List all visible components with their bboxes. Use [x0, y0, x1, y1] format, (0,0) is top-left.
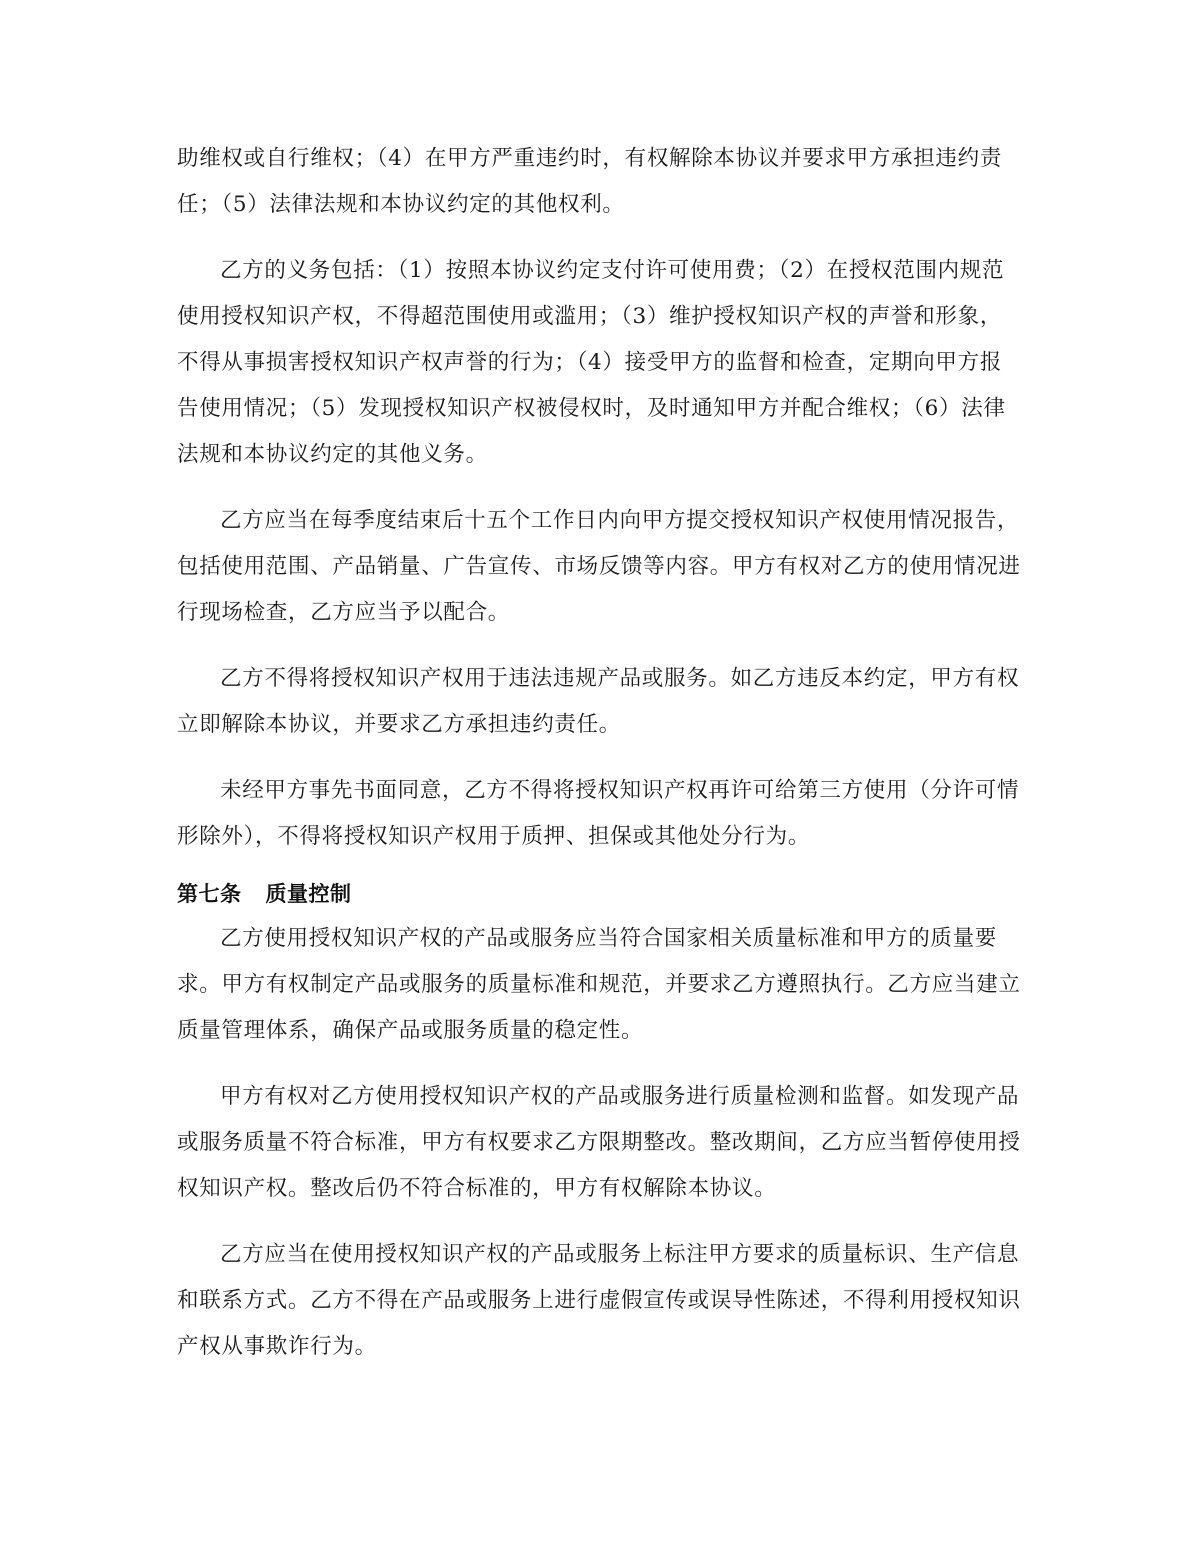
document-page	[177, 136, 1024, 1390]
paragraph-sublicense-restriction: 未经甲方事先书面同意，乙方不得将授权知识产权再许可给第三方使用（分许可情形除外），不得将授权知识产权用于质押、担保或其他处分行为。	[177, 778, 1020, 849]
paragraph-party-b-obligations: 乙方的义务包括：（1）按照本协议约定支付许可使用费；（2）在授权范围内规范使用授权知识产权，不得超范围使用或滥用；（3）维护授权知识产权的声誉和形象，不得从事损害授权知识产权声誉的行为；（4）接受甲方的监督和检查，定期向甲方报告使用情况；（5）发现授权知识产权被侵权时，及时通知甲方并配合维权；（6）法律法规和本协议约定的其他义务。	[177, 258, 1006, 467]
paragraph-quality-standard: 乙方使用授权知识产权的产品或服务应当符合国家相关质量标准和甲方的质量要求。甲方有权制定产品或服务的质量标准和规范，并要求乙方遵照执行。乙方应当建立质量管理体系，确保产品或服务质量的稳定性。	[177, 926, 1021, 1043]
section-heading	[177, 874, 1024, 914]
paragraph-quality-labeling: 乙方应当在使用授权知识产权的产品或服务上标注甲方要求的质量标识、生产信息和联系方式。乙方不得在产品或服务上进行虚假宣传或误导性陈述，不得利用授权知识产权从事欺诈行为。	[177, 1242, 1021, 1359]
section-number: 第七条	[177, 882, 242, 906]
paragraph-rights-continued: 助维权或自行维权；（4）在甲方严重违约时，有权解除本协议并要求甲方承担违约责任；（5）法律法规和本协议约定的其他权利。	[177, 146, 1003, 217]
paragraph-illegal-use: 乙方不得将授权知识产权用于违法违规产品或服务。如乙方违反本约定，甲方有权立即解除本协议，并要求乙方承担违约责任。	[177, 666, 1020, 737]
paragraph-quarterly-report: 乙方应当在每季度结束后十五个工作日内向甲方提交授权知识产权使用情况报告，包括使用范围、产品销量、广告宣传、市场反馈等内容。甲方有权对乙方的使用情况进行现场检查，乙方应当予以配合。	[177, 508, 1021, 625]
section-title: 质量控制	[265, 882, 352, 906]
paragraph-quality-inspection: 甲方有权对乙方使用授权知识产权的产品或服务进行质量检测和监督。如发现产品或服务质量不符合标准，甲方有权要求乙方限期整改。整改期间，乙方应当暂停使用授权知识产权。整改后仍不符合标准的，甲方有权解除本协议。	[177, 1084, 1021, 1201]
